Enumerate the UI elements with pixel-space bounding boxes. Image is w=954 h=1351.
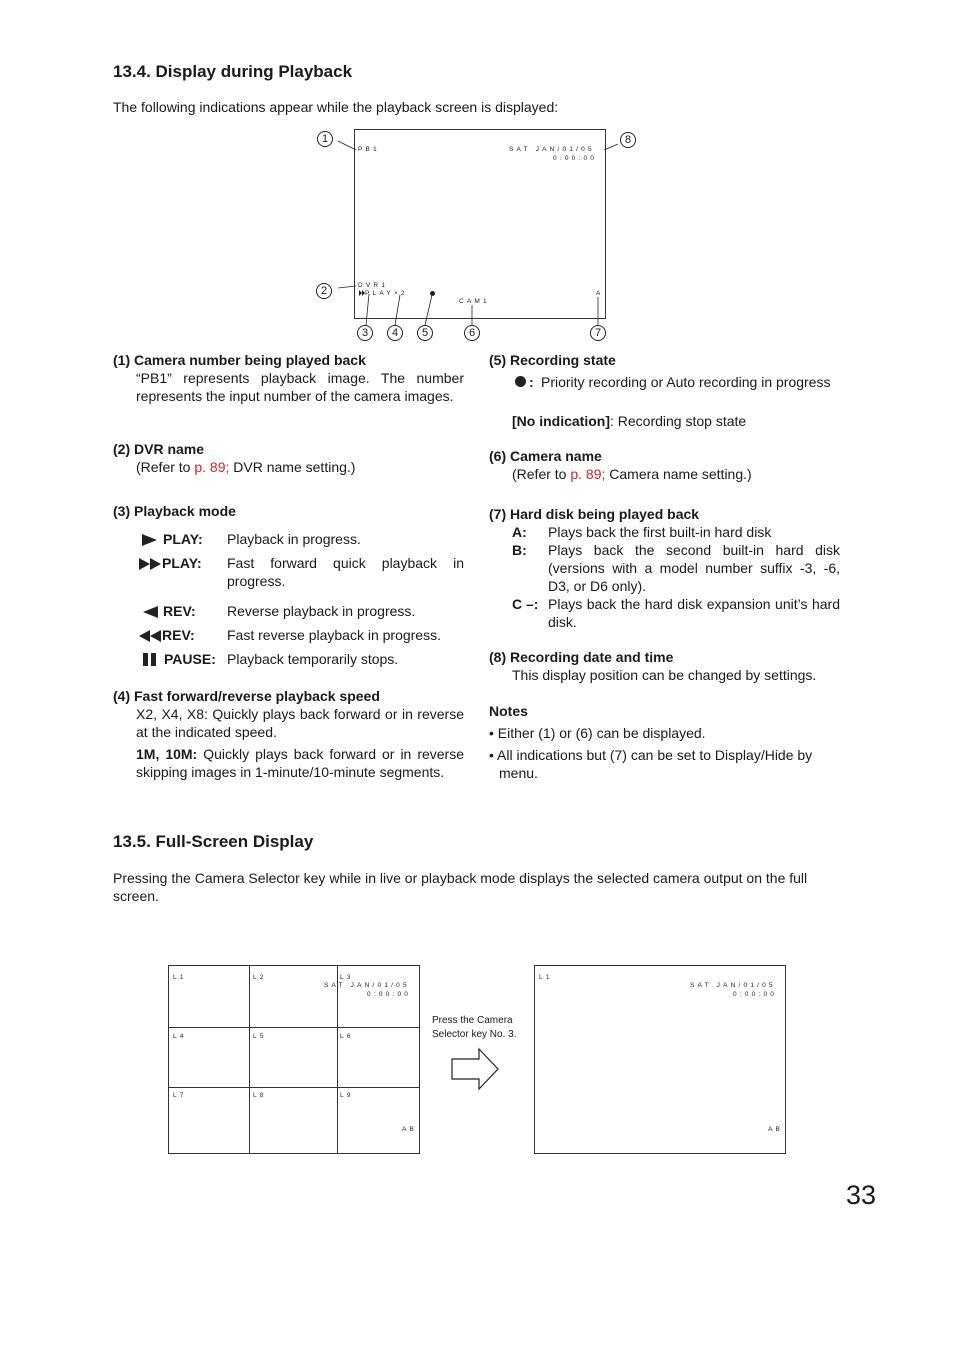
item8-body: This display position can be changed by settings. <box>512 667 817 683</box>
item2-post: DVR name setting.) <box>229 459 356 475</box>
disk-desc: Plays back the hard disk expansion unit’s hard disk. <box>548 596 840 630</box>
item2-title: (2) DVR name <box>113 441 205 457</box>
mode-label: PAUSE: <box>164 651 216 667</box>
arrow-caption-line2: Selector key No. 3. <box>432 1029 517 1040</box>
mode-label: REV: <box>162 627 195 643</box>
pause-icon <box>142 653 160 667</box>
disk-row-b <box>512 541 842 594</box>
item4-lead: 1M, 10M: <box>136 746 198 762</box>
grid-divider <box>168 1087 419 1088</box>
grid-disk-label: AB <box>402 1126 418 1133</box>
diagram-disk-label: A <box>596 290 604 297</box>
grid-cell-label: L1 <box>173 974 187 981</box>
recording-dot-icon <box>515 376 526 387</box>
item5-none-label: [No indication] <box>512 413 610 429</box>
full-disk-label: AB <box>768 1126 784 1133</box>
item4-body2 <box>136 745 464 781</box>
item5-title: (5) Recording state <box>489 352 616 368</box>
full-datetime-time: 0:00:00 <box>733 991 778 998</box>
item4-title: (4) Fast forward/reverse playback speed <box>113 688 380 704</box>
item2-body <box>136 458 355 476</box>
grid-cell-label: L6 <box>340 1033 354 1040</box>
disk-row-c <box>512 595 842 630</box>
grid-divider <box>168 1027 419 1028</box>
mode-row-fast-play <box>138 554 468 589</box>
disk-label: B: <box>512 542 527 558</box>
disk-label: A: <box>512 524 527 540</box>
callout-2: 2 <box>316 283 332 299</box>
notes-title: Notes <box>489 703 528 719</box>
mode-label: PLAY: <box>162 555 202 571</box>
mode-row-play <box>140 530 470 548</box>
callout-6: 6 <box>464 325 480 341</box>
fast-forward-icon <box>138 557 162 571</box>
arrow-caption-line1: Press the Camera <box>432 1015 513 1026</box>
callout-4: 4 <box>387 325 403 341</box>
section-intro-fullscreen: Pressing the Camera Selector key while in live or playback mode displays the selected camera output on the full screen. <box>113 870 808 904</box>
callout-7: 7 <box>590 325 606 341</box>
grid-cell-label: L2 <box>253 974 267 981</box>
mode-row-fast-rev <box>138 626 468 644</box>
diagram-datetime-time: 0:00:00 <box>553 155 598 162</box>
grid-datetime-date: SAT JAN/01/05 <box>324 982 410 989</box>
item7-title: (7) Hard disk being played back <box>489 506 700 522</box>
callout-1: 1 <box>317 131 333 147</box>
diagram-play-text: PLAY×2 <box>365 290 408 297</box>
item8-title: (8) Recording date and time <box>489 649 674 665</box>
mode-desc: Fast forward quick playback in progress. <box>227 555 464 589</box>
item1-title: (1) Camera number being played back <box>113 352 366 368</box>
grid-cell-label: L7 <box>173 1092 187 1099</box>
item5-none-row <box>512 412 746 430</box>
mode-desc: Playback in progress. <box>227 531 361 547</box>
arrow-caption <box>432 1014 516 1042</box>
diagram-cam-label: CAM1 <box>459 298 490 305</box>
item6-pre: (Refer to <box>512 466 571 482</box>
item2-pre: (Refer to <box>136 459 195 475</box>
section-title-playback: 13.4. Display during Playback <box>113 62 353 81</box>
item4-body1: X2, X4, X8: Quickly plays back forward or in reverse at the indicated speed. <box>136 706 464 740</box>
mode-desc: Reverse playback in progress. <box>227 603 416 619</box>
item5-dot-desc: Priority recording or Auto recording in progress <box>541 374 831 390</box>
grid-cell-label: L3 <box>340 974 354 981</box>
section-intro-playback: The following indications appear while the playback screen is displayed: <box>113 99 559 115</box>
mode-label: REV: <box>163 603 196 619</box>
item6-title: (6) Camera name <box>489 448 602 464</box>
grid-cell-label: L5 <box>253 1033 267 1040</box>
mode-row-rev <box>140 602 470 620</box>
grid-cell-label: L8 <box>253 1092 267 1099</box>
reverse-icon <box>140 605 160 619</box>
mode-row-pause <box>142 650 472 668</box>
item3-title: (3) Playback mode <box>113 503 236 519</box>
item4-body2-text: Quickly plays back forward or in reverse skipping images in 1-minute/10-minute segments. <box>136 746 465 780</box>
item5-none-desc: : Recording stop state <box>610 413 747 429</box>
mode-label: PLAY: <box>163 531 203 547</box>
item5-dot-row <box>515 373 841 391</box>
fast-reverse-icon <box>138 629 162 643</box>
grid-divider <box>337 965 338 1153</box>
full-cell-label: L1 <box>539 974 553 981</box>
disk-desc: Plays back the second built-in hard disk (versions with a model number suffix -3, -6, D3, or D6 only). <box>548 542 840 594</box>
grid-divider <box>249 965 250 1153</box>
item2-page-link[interactable]: p. 89; <box>194 459 230 475</box>
item6-body <box>512 465 752 483</box>
diagram-dvr-label: DVR1 <box>358 282 389 289</box>
diagram-datetime-date: SAT JAN/01/05 <box>509 146 595 153</box>
callout-5: 5 <box>417 325 433 341</box>
grid-cell-label: L9 <box>340 1092 354 1099</box>
mode-desc: Fast reverse playback in progress. <box>227 627 441 643</box>
disk-label: C –: <box>512 596 539 612</box>
note-2: • All indications but (7) can be set to Display/Hide by menu. <box>489 747 813 781</box>
disk-row-a <box>512 523 842 541</box>
grid-datetime-time: 0:00:00 <box>367 991 412 998</box>
full-datetime-date: SAT JAN/01/05 <box>690 982 776 989</box>
play-icon <box>140 533 160 547</box>
page-number: 33 <box>846 1180 877 1210</box>
callout-3: 3 <box>357 325 373 341</box>
disk-desc: Plays back the first built-in hard disk <box>548 524 772 540</box>
item1-body: “PB1” represents playback image. The number represents the input number of the camera images. <box>136 370 464 404</box>
item6-post: Camera name setting.) <box>605 466 752 482</box>
diagram-pb1-label: PB1 <box>358 146 380 153</box>
item5-dot-label: : <box>529 374 534 390</box>
note-1: • Either (1) or (6) can be displayed. <box>489 725 706 741</box>
right-arrow-icon <box>450 1047 502 1091</box>
mode-desc: Playback temporarily stops. <box>227 651 399 667</box>
callout-leader-lines <box>300 120 660 350</box>
grid-cell-label: L4 <box>173 1033 187 1040</box>
item6-page-link[interactable]: p. 89; <box>570 466 606 482</box>
callout-8: 8 <box>620 132 636 148</box>
section-title-fullscreen: 13.5. Full-Screen Display <box>113 832 314 851</box>
